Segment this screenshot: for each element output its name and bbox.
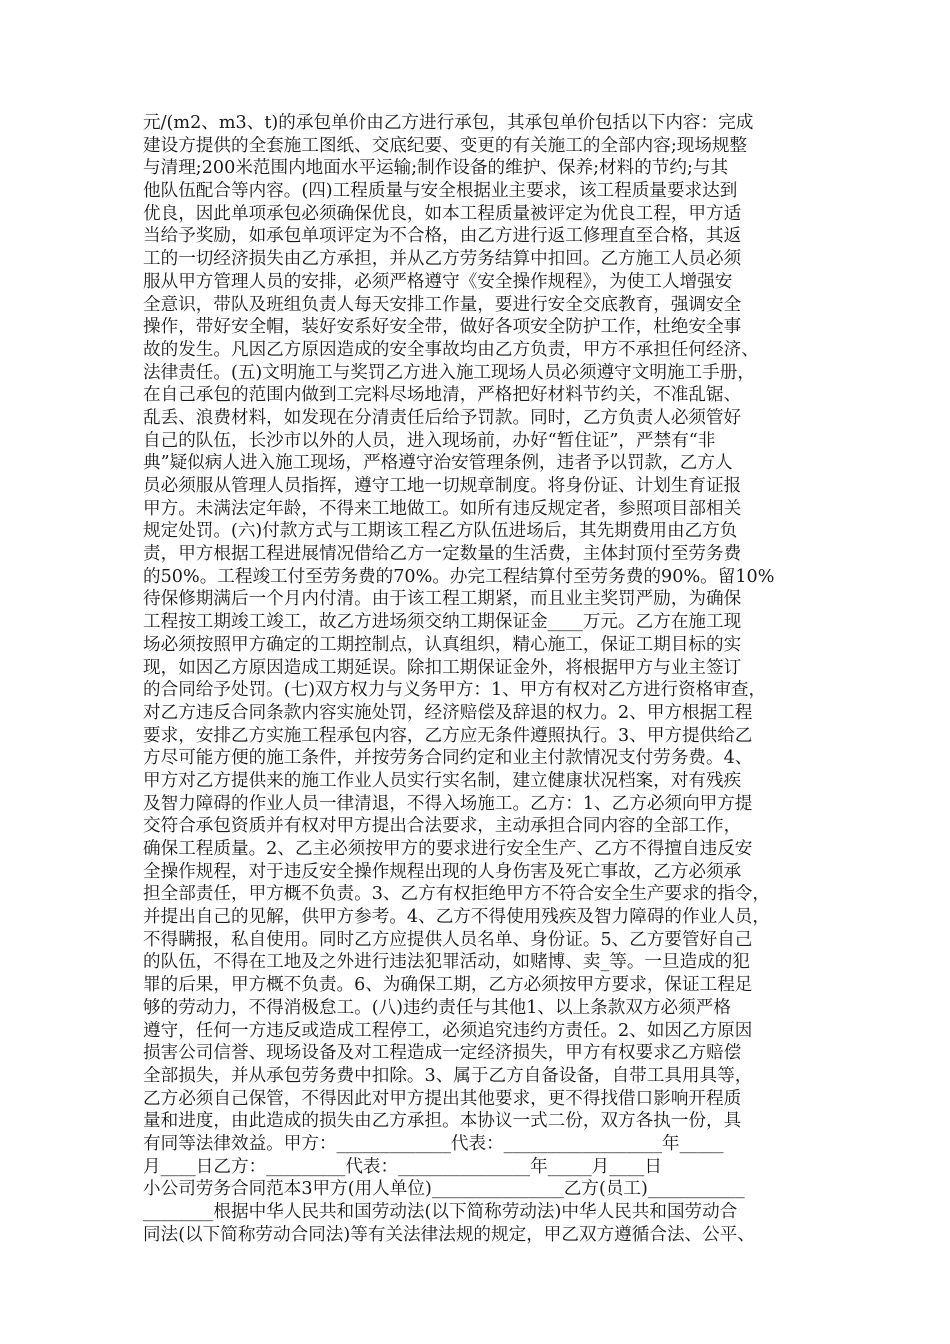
text-line: 对乙方违反合同条款内容实施处罚，经济赔偿及辞退的权力。2、甲方根据工程 (143, 702, 753, 723)
document-body (143, 112, 813, 1246)
text-line: 法律责任。(五)文明施工与奖罚乙方进入施工现场人员必须遵守文明施工手册， (143, 362, 755, 383)
text-line: 建设方提供的全套施工图纸、交底纪要、变更的有关施工的全部内容;现场规整 (143, 135, 748, 156)
text-line: 优良，因此单项承包必须确保优良，如本工程质量被评定为优良工程，甲方适 (143, 203, 742, 224)
text-line: 他队伍配合等内容。(四)工程质量与安全根据业主要求，该工程质量要求达到 (143, 181, 738, 202)
text-line: 在自己承包的范围内做到工完料尽场地清，严格把好材料节约关，不准乱锯、 (143, 385, 742, 406)
text-line: 确保工程质量。2、乙主必须按甲方的要求进行安全生产、乙方不得擅自违反安 (143, 839, 753, 859)
text-line: 够的劳动力，不得消极怠工。(八)违约责任与其他1、以上条款双方必须严格 (143, 997, 731, 1018)
text-line: 故的发生。凡因乙方原因造成的安全事故均由乙方负责，甲方不承担任何经济、 (143, 339, 759, 360)
text-line: 交符合承包资质并有权对甲方提出合法要求，主动承担合同内容的全部工作， (143, 816, 742, 837)
text-line: 当给予奖励，如承包单项评定为不合格，由乙方进行返工修理直至合格，其返 (143, 226, 742, 247)
text-line: 乙方必须自己保管，不得因此对甲方提出其他要求，更不得找借口影响开程质 (143, 1088, 742, 1109)
text-line: 工程按工期竣工竣工，故乙方进场须交纳工期保证金____万元。乙方在施工现 (143, 612, 742, 633)
text-line: 遵守，任何一方违反或造成工程停工，必须追究违约方责任。2、如因乙方原因 (143, 1020, 753, 1041)
text-line: 方尽可能方便的施工条件，并按劳务合同约定和业主付款情况支付劳务费。4、 (143, 748, 753, 769)
text-line: 场必须按照甲方确定的工期控制点，认真组织，精心施工，保证工期目标的实 (143, 634, 742, 655)
text-line: 小公司劳务合同范本3甲方(用人单位)_______________乙方(员工)___________ (143, 1179, 745, 1200)
text-line: 月____日乙方：_________代表：_______________年_____月____日 (143, 1156, 663, 1177)
text-line: 甲方。未满法定年龄，不得来工地做工。如所有违反规定者，参照项目部相关 (143, 498, 742, 519)
text-line: 全部损失，并从承包劳务费中扣除。3、属于乙方自备设备，自带工具用具等， (143, 1065, 753, 1086)
text-line: 全意识，带队及班组负责人每天安排工作量，要进行安全交底教育，强调安全 (143, 294, 742, 315)
text-line: 要求，安排乙方实施工程承包内容，乙方应无条件遵照执行。3、甲方提供给乙 (143, 725, 753, 746)
text-line: 元/(m2、m3、t)的承包单价由乙方进行承包，其承包单价包括以下内容：完成 (143, 113, 754, 133)
text-line: 罪的后果，甲方概不负责。6、为确保工期，乙方必须按甲方要求，保证工程足 (143, 975, 753, 996)
text-line: 及智力障碍的作业人员一律清退，不得入场施工。乙方：1、乙方必须向甲方提 (143, 793, 753, 814)
text-line: 同法(以下简称劳动合同法)等有关法律法规的规定，甲乙双方遵循合法、公平、 (143, 1224, 755, 1245)
text-line: 甲方对乙方提供来的施工作业人员实行实名制，建立健康状况档案，对有残疾 (143, 770, 742, 791)
text-line: ________根据中华人民共和国劳动法(以下简称劳动法)中华人民共和国劳动合 (143, 1202, 738, 1222)
text-line: 规定处罚。(六)付款方式与工期该工程乙方队伍进场后，其先期费用由乙方负 (143, 521, 738, 542)
text-line: 并提出自己的见解，供甲方参考。4、乙方不得使用残疾及智力障碍的作业人员， (143, 907, 770, 928)
text-line: 有同等法律效益。甲方：_____________代表：__________________年_____ (143, 1133, 724, 1154)
text-line: 的合同给予处罚。(七)双方权力与义务甲方：1、甲方有权对乙方进行资格审查， (143, 680, 767, 701)
text-line: 损害公司信誉、现场设备及对工程造成一定经济损失，甲方有权要求乙方赔偿 (143, 1043, 742, 1064)
text-line: 自己的队伍，长沙市以外的人员，进入现场前，办好“暂住证”，严禁有“非 (143, 430, 716, 451)
text-line: 乱丢、浪费材料，如发现在分清责任后给予罚款。同时，乙方负责人必须管好 (143, 407, 742, 428)
text-line: 操作，带好安全帽，装好安系好安全带，做好各项安全防护工作，杜绝安全事 (143, 317, 742, 338)
text-line: 的队伍，不得在工地及之外进行违法犯罪活动，如赌博、卖_等。一旦造成的犯 (143, 952, 750, 973)
text-line: 全操作规程，对于违反安全操作规程出现的人身伤害及死亡事故，乙方必须承 (143, 861, 742, 882)
text-line: 典”疑似病人进入施工现场，严格遵守治安管理条例，违者予以罚款，乙方人 (143, 453, 733, 474)
text-line: 服从甲方管理人员的安排，必须严格遵守《安全操作规程》，为使工人增强安 (143, 271, 733, 292)
text-line: 待保修期满后一个月内付清。由于该工程工期紧，而且业主奖罚严励，为确保 (143, 589, 742, 610)
text-line: 工的一切经济损失由乙方承担，并从乙方劳务结算中扣回。乙方施工人员必须 (143, 249, 742, 270)
text-line: 担全部责任，甲方概不负责。3、乙方有权拒绝甲方不符合安全生产要求的指令， (143, 884, 770, 905)
text-line: 不得瞒报，私自使用。同时乙方应提供人员名单、身份证。5、乙方要管好自己 (143, 929, 753, 950)
text-line: 现，如因乙方原因造成工期延误。除扣工期保证金外，将根据甲方与业主签订 (143, 657, 742, 678)
text-line: 的50%。工程竣工付至劳务费的70%。办完工程结算付至劳务费的90%。留10% (143, 566, 775, 587)
text-line: 责，甲方根据工程进展情况借给乙方一定数量的生活费，主体封顶付至劳务费 (143, 544, 742, 565)
text-line: 与清理;200米范围内地面水平运输;制作设备的维护、保养;材料的节约;与其 (143, 158, 729, 179)
text-line: 员必须服从管理人员指挥，遵守工地一切规章制度。将身份证、计划生育证报 (143, 476, 742, 496)
text-line: 量和进度，由此造成的损失由乙方承担。本协议一式二份，双方各执一份，具 (143, 1111, 742, 1132)
